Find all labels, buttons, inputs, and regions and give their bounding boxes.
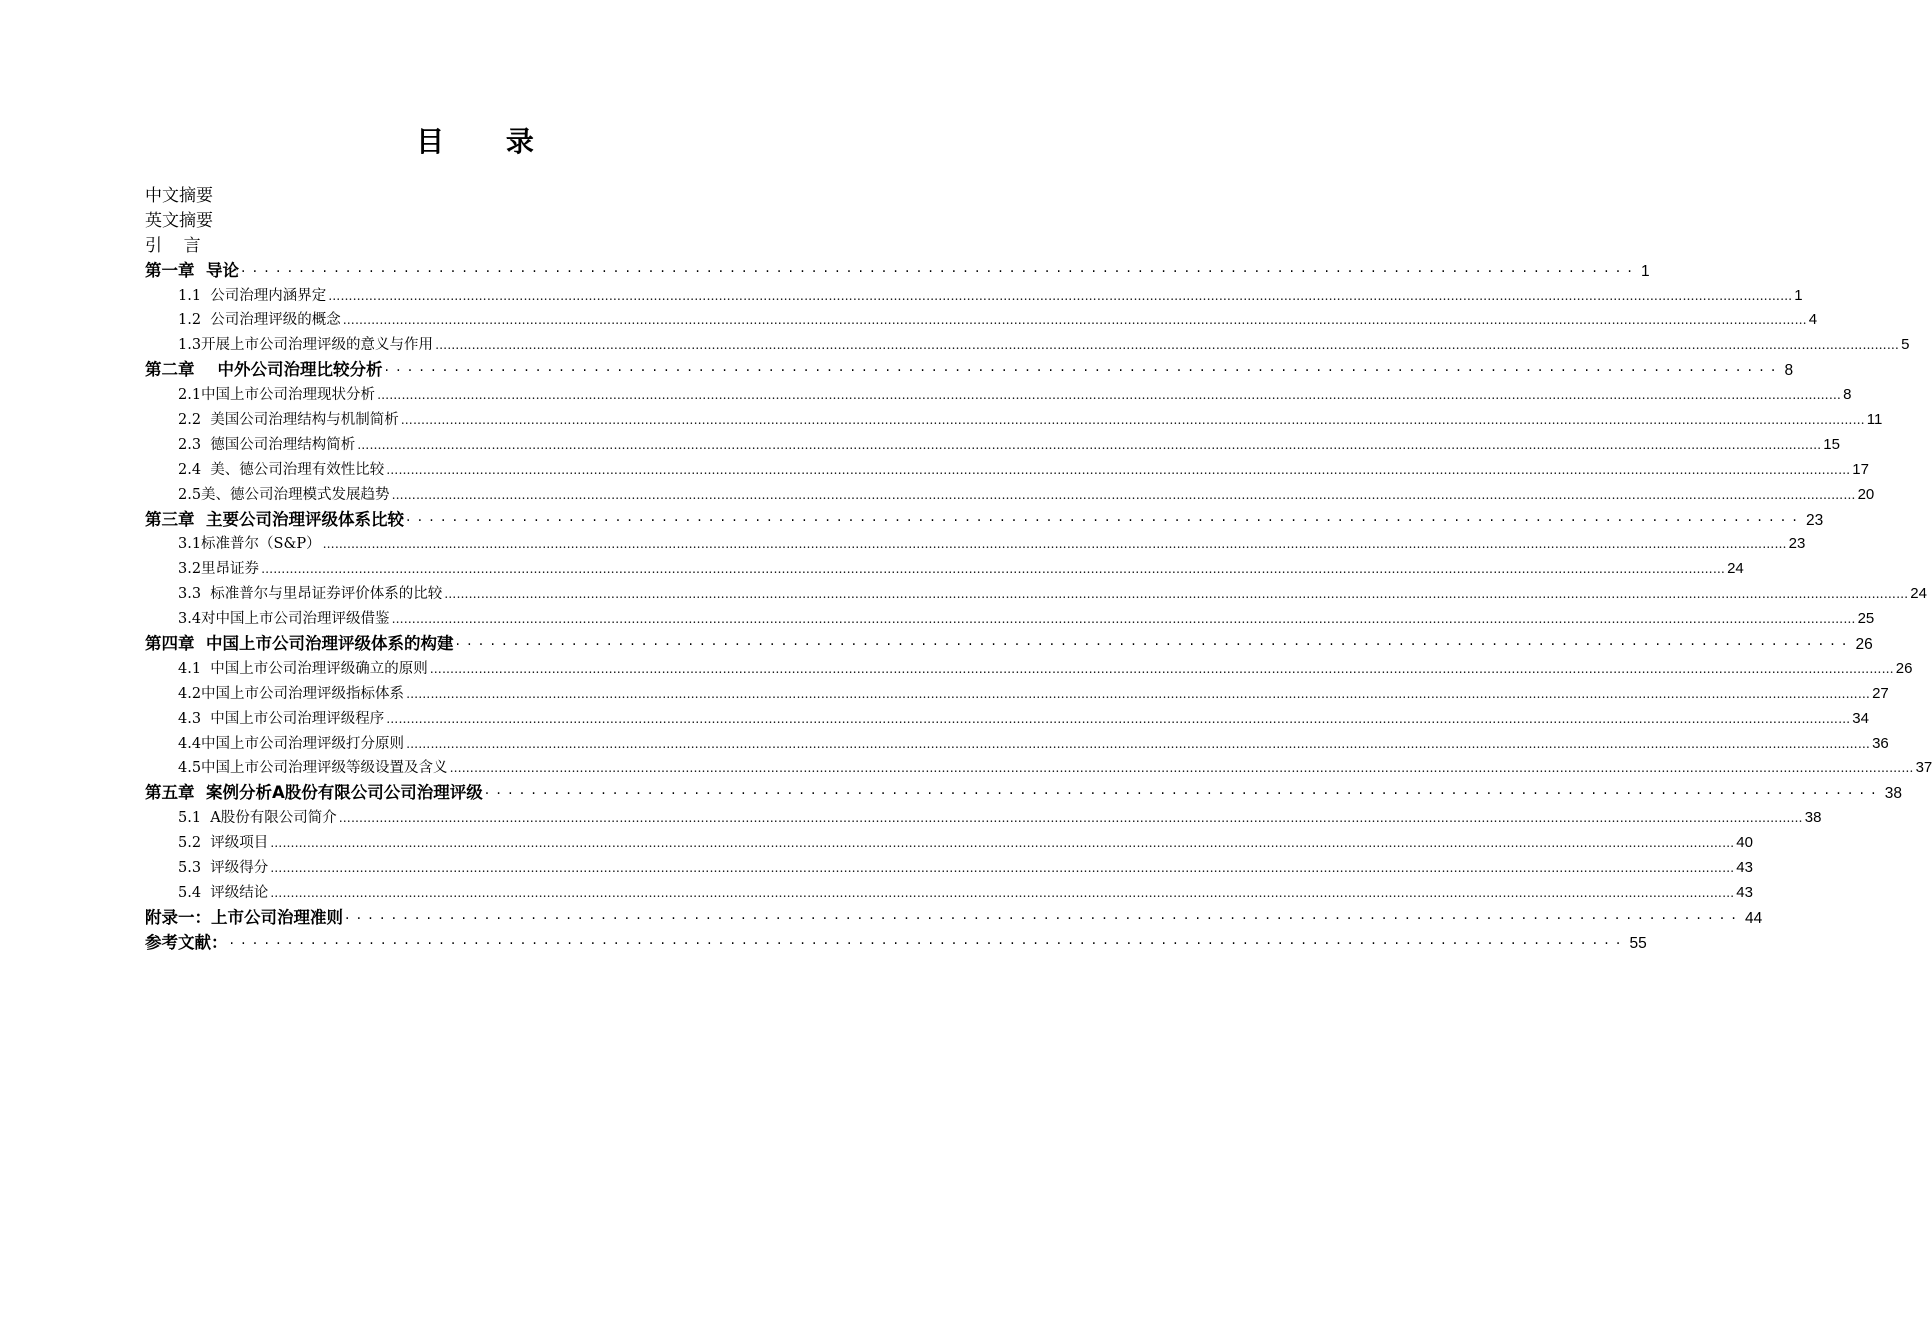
toc-entry-title: 3.1标准普尔（S&P）	[178, 536, 321, 553]
toc-section-entry	[145, 408, 1883, 433]
dot-leader: ………………………………………………………………………………………………………………………………………………………………………………………………………………………………………………………………………………………………………………………………	[322, 537, 1787, 552]
toc-section-entry	[145, 607, 1875, 632]
toc-entry-title: 4.1 中国上市公司治理评级确立的原则	[178, 660, 428, 677]
toc-page-number: 27	[1872, 684, 1889, 702]
toc-entry-title: 2.5美、德公司治理模式发展趋势	[178, 486, 390, 503]
dot-leader: ………………………………………………………………………………………………………………………………………………………………………………………………………………………………………………………………………………………………………………………………	[435, 338, 1900, 353]
toc-entry-title: 1.2 公司治理评级的概念	[178, 312, 341, 329]
dot-leader: ………………………………………………………………………………………………………………………………………………………………………………………………………………………………………………………………………………………………………………………………	[270, 861, 1735, 876]
toc-page-number: 11	[1866, 411, 1883, 429]
toc-entry-title: 5.2 评级项目	[178, 835, 269, 852]
toc-section-entry	[145, 557, 1744, 582]
toc-page-number: 25	[1857, 610, 1875, 628]
toc-entry-title: 第二章 中外公司治理比较分析	[145, 360, 383, 380]
toc-section-entry	[145, 582, 1927, 607]
toc-section-entry	[145, 732, 1889, 757]
toc-page-number: 23	[1806, 511, 1824, 529]
toc-entry-title: 2.4 美、德公司治理有效性比较	[178, 461, 385, 478]
toc-entry-title: 1.3开展上市公司治理评级的意义与作用	[178, 337, 434, 354]
toc-entry-title: 3.2里昂证券	[178, 561, 260, 578]
toc-entry-title: 5.1 A股份有限公司简介	[178, 810, 337, 827]
toc-page-number: 38	[1804, 809, 1822, 827]
dot-leader: ························································································································	[484, 786, 1883, 803]
dot-leader: ………………………………………………………………………………………………………………………………………………………………………………………………………………………………………………………………………………………………………………………………	[338, 811, 1803, 826]
toc-page-number: 8	[1784, 362, 1794, 380]
dot-leader: ………………………………………………………………………………………………………………………………………………………………………………………………………………………………………………………………………………………………………………………………	[406, 736, 1871, 751]
dot-leader: ………………………………………………………………………………………………………………………………………………………………………………………………………………………………………………………………………………………………………………………………	[391, 612, 1856, 627]
toc-section-entry	[145, 308, 1818, 333]
toc-chapter-entry	[145, 931, 1647, 956]
dot-leader: ………………………………………………………………………………………………………………………………………………………………………………………………………………………………………………………………………………………………………………………………	[357, 437, 1822, 452]
dot-leader: ························································································································	[406, 512, 1805, 529]
table-of-contents	[145, 184, 1932, 956]
dot-leader: ………………………………………………………………………………………………………………………………………………………………………………………………………………………………………………………………………………………………………………………………	[386, 711, 1851, 726]
toc-entry-title: 附录一：上市公司治理准则	[145, 907, 343, 927]
dot-leader: ························································································································	[384, 363, 1783, 380]
toc-chapter-entry	[145, 358, 1794, 383]
toc-section-entry	[145, 682, 1889, 707]
toc-section-entry	[145, 657, 1913, 682]
toc-section-entry	[145, 756, 1932, 781]
toc-section-entry	[145, 707, 1869, 732]
toc-page-number: 36	[1872, 734, 1889, 752]
toc-front-matter-item: 中文摘要	[145, 186, 213, 206]
toc-section-entry	[145, 806, 1822, 831]
toc-page-number: 23	[1788, 535, 1806, 553]
toc-chapter-entry	[145, 781, 1903, 806]
toc-page-number: 1	[1794, 286, 1803, 304]
toc-front-matter-item: 引 言	[145, 235, 201, 256]
toc-section-entry	[145, 433, 1840, 458]
toc-page-number: 34	[1852, 709, 1869, 727]
toc-entry-title: 第四章 中国上市公司治理评级体系的构建	[145, 634, 454, 654]
dot-leader: ………………………………………………………………………………………………………………………………………………………………………………………………………………………………………………………………………………………………………………………………	[261, 562, 1726, 577]
toc-entry-title: 第五章 案例分析A股份有限公司公司治理评级	[145, 783, 483, 803]
toc-page-number: 44	[1745, 909, 1763, 927]
toc-section-entry	[145, 333, 1910, 358]
toc-entry-title: 4.3 中国上市公司治理评级程序	[178, 710, 385, 727]
toc-entry-title: 第一章 导论	[145, 260, 239, 280]
toc-entry-title: 2.1中国上市公司治理现状分析	[178, 387, 376, 404]
dot-leader: ………………………………………………………………………………………………………………………………………………………………………………………………………………………………………………………………………………………………………………………………	[270, 885, 1735, 900]
toc-page-number: 20	[1857, 485, 1875, 503]
toc-page-number: 37	[1915, 759, 1932, 777]
dot-leader: ………………………………………………………………………………………………………………………………………………………………………………………………………………………………………………………………………………………………………………………………	[400, 413, 1865, 428]
toc-chapter-entry	[145, 906, 1763, 931]
dot-leader: ………………………………………………………………………………………………………………………………………………………………………………………………………………………………………………………………………………………………………………………………	[386, 462, 1851, 477]
toc-entry-title: 4.4中国上市公司治理评级打分原则	[178, 735, 405, 752]
toc-page-number: 38	[1884, 785, 1903, 803]
dot-leader: ………………………………………………………………………………………………………………………………………………………………………………………………………………………………………………………………………………………………………………………………	[449, 761, 1914, 776]
toc-entry-title: 5.4 评级结论	[178, 884, 269, 901]
toc-page-number: 43	[1736, 883, 1753, 901]
toc-entries	[145, 259, 1932, 956]
toc-section-entry	[145, 284, 1803, 309]
toc-entry-title: 4.5中国上市公司治理评级等级设置及含义	[178, 760, 448, 777]
dot-leader: ………………………………………………………………………………………………………………………………………………………………………………………………………………………………………………………………………………………………………………………………	[328, 288, 1793, 303]
toc-section-entry	[145, 483, 1875, 508]
toc-section-entry	[145, 881, 1753, 906]
dot-leader: ………………………………………………………………………………………………………………………………………………………………………………………………………………………………………………………………………………………………………………………………	[406, 686, 1871, 701]
toc-chapter-entry	[145, 632, 1873, 657]
toc-page-number: 8	[1843, 386, 1852, 404]
toc-page-number: 40	[1736, 834, 1753, 852]
toc-page-number: 24	[1727, 560, 1744, 578]
toc-section-entry	[145, 532, 1806, 557]
toc-entry-title: 3.3 标准普尔与里昂证券评价体系的比较	[178, 586, 443, 603]
toc-page-number: 4	[1808, 311, 1818, 329]
dot-leader: ………………………………………………………………………………………………………………………………………………………………………………………………………………………………………………………………………………………………………………………………	[391, 487, 1856, 502]
toc-page-number: 26	[1855, 636, 1873, 654]
dot-leader: ………………………………………………………………………………………………………………………………………………………………………………………………………………………………………………………………………………………………………………………………	[270, 836, 1735, 851]
toc-entry-title: 2.3 德国公司治理结构简析	[178, 436, 356, 453]
dot-leader: ························································································································	[241, 263, 1640, 280]
toc-entry-title: 1.1 公司治理内涵界定	[178, 287, 327, 304]
toc-page-number: 1	[1641, 262, 1650, 280]
toc-page-number: 15	[1823, 435, 1840, 453]
dot-leader: ························································································································	[345, 910, 1744, 927]
toc-section-entry	[145, 458, 1869, 483]
toc-front-matter-item: 英文摘要	[145, 210, 213, 231]
toc-page-number: 17	[1852, 460, 1869, 478]
toc-section-entry	[145, 856, 1753, 881]
page-title: 目 录	[416, 125, 560, 158]
toc-entry-title: 4.2中国上市公司治理评级指标体系	[178, 685, 405, 702]
toc-entry-title: 5.3 评级得分	[178, 860, 269, 877]
dot-leader: ………………………………………………………………………………………………………………………………………………………………………………………………………………………………………………………………………………………………………………………………	[444, 587, 1909, 602]
toc-page-number: 26	[1895, 659, 1913, 677]
toc-entry-title: 2.2 美国公司治理结构与机制简析	[178, 412, 399, 429]
dot-leader: ………………………………………………………………………………………………………………………………………………………………………………………………………………………………………………………………………………………………………………………………	[377, 388, 1842, 403]
toc-entry-title: 3.4对中国上市公司治理评级借鉴	[178, 611, 390, 628]
toc-page-number: 55	[1629, 934, 1647, 952]
toc-chapter-entry	[145, 259, 1650, 284]
toc-section-entry	[145, 383, 1852, 408]
toc-page-number: 24	[1910, 585, 1927, 603]
toc-entry-title: 第三章 主要公司治理评级体系比较	[145, 509, 404, 529]
dot-leader: ………………………………………………………………………………………………………………………………………………………………………………………………………………………………………………………………………………………………………………………………	[342, 313, 1807, 328]
toc-section-entry	[145, 831, 1753, 856]
dot-leader: ························································································································	[455, 637, 1854, 654]
dot-leader: ………………………………………………………………………………………………………………………………………………………………………………………………………………………………………………………………………………………………………………………………	[429, 661, 1894, 676]
toc-page-number: 43	[1736, 859, 1753, 877]
toc-page-number: 5	[1901, 336, 1910, 354]
toc-chapter-entry	[145, 508, 1824, 533]
dot-leader: ························································································································	[229, 935, 1628, 952]
toc-entry-title: 参考文献：	[145, 932, 228, 952]
